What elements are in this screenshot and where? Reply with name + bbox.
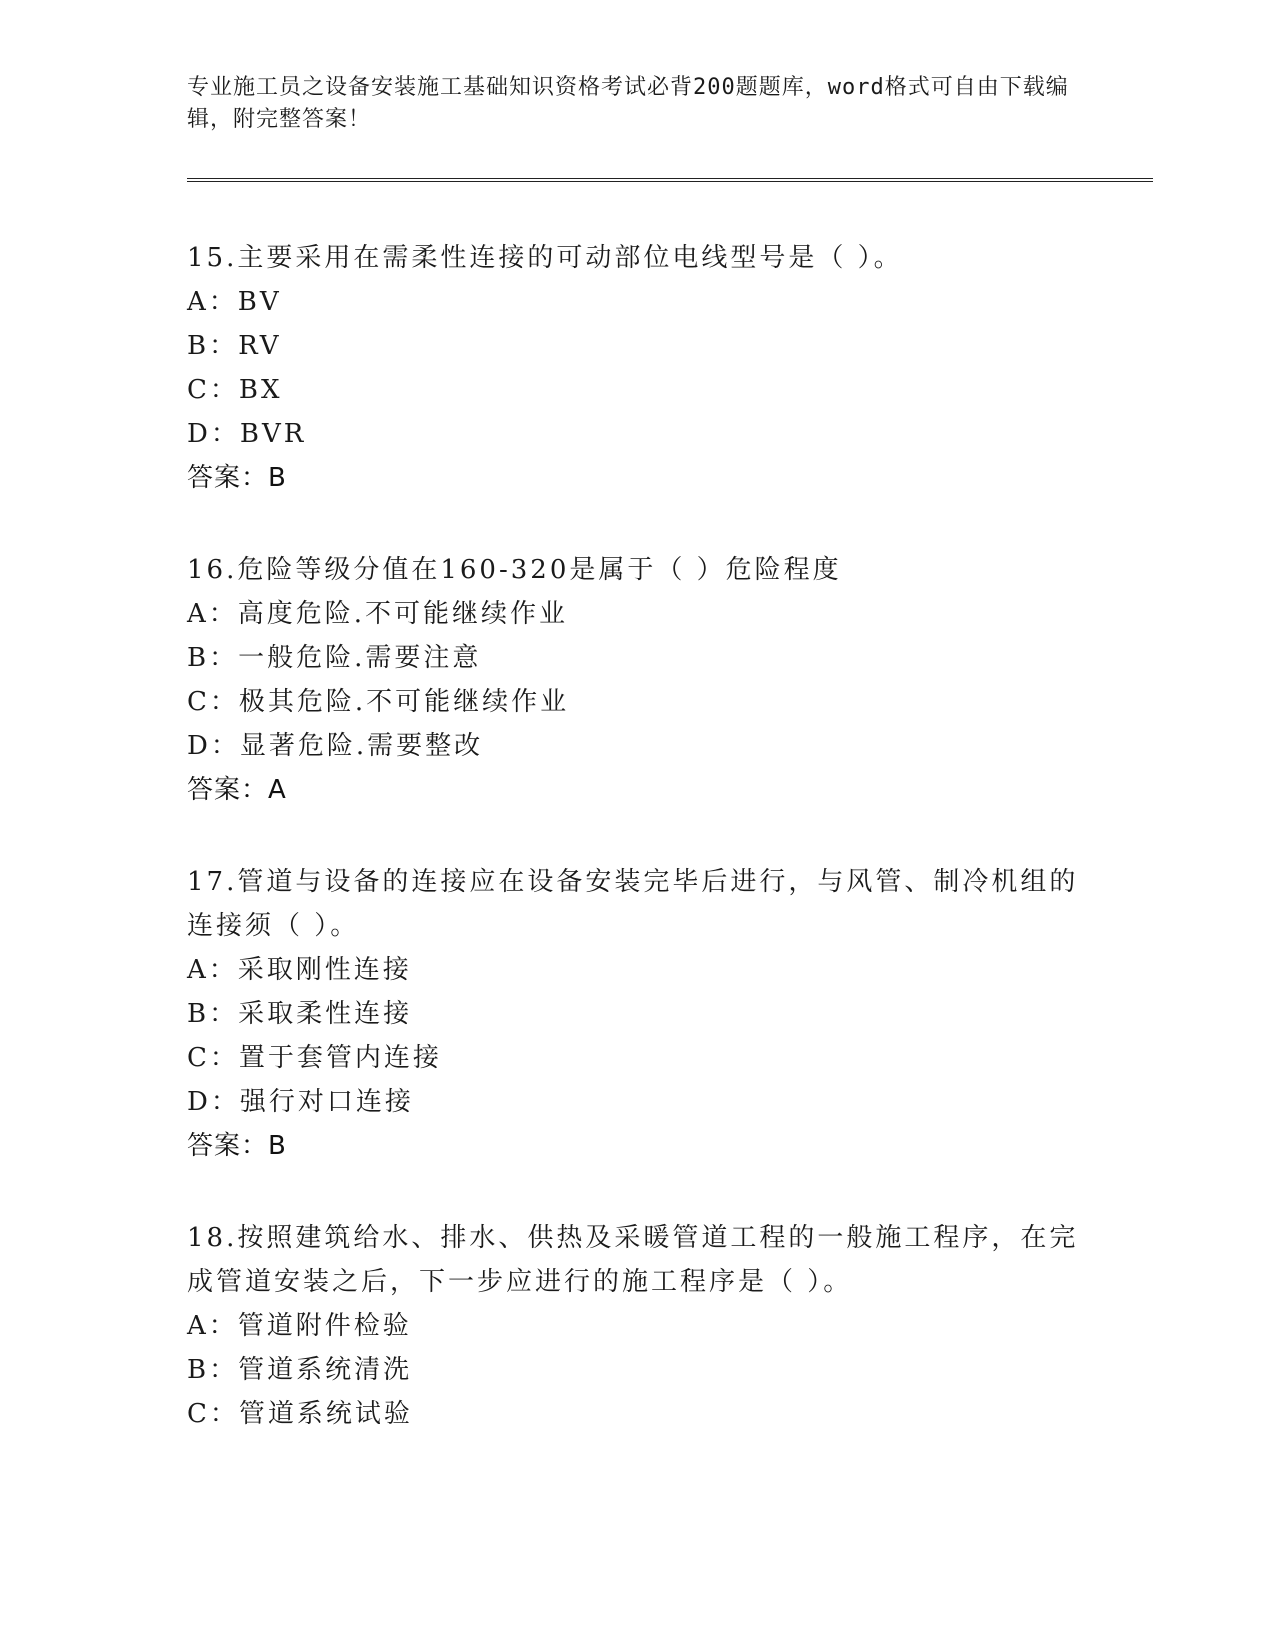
answer-text: 答案：A bbox=[187, 775, 287, 805]
option-b: B：一般危险.需要注意 bbox=[187, 643, 482, 673]
question-16 bbox=[187, 548, 1087, 812]
option-c: C：极其危险.不可能继续作业 bbox=[187, 687, 570, 717]
answer-text: 答案：B bbox=[187, 463, 287, 493]
option-d: D：强行对口连接 bbox=[187, 1087, 414, 1117]
question-text: 16.危险等级分值在160-320是属于（ ）危险程度 bbox=[187, 555, 842, 585]
option-a: A：管道附件检验 bbox=[187, 1311, 412, 1341]
option-c: C：管道系统试验 bbox=[187, 1399, 413, 1429]
header-divider bbox=[187, 178, 1153, 182]
question-text: 17.管道与设备的连接应在设备安装完毕后进行，与风管、制冷机组的连接须（ ）。 bbox=[187, 867, 1079, 941]
question-list bbox=[187, 236, 1087, 1484]
option-d: D：BVR bbox=[187, 419, 307, 449]
option-b: B：采取柔性连接 bbox=[187, 999, 413, 1029]
option-a: A：BV bbox=[187, 287, 282, 317]
question-text: 18.按照建筑给水、排水、供热及采暖管道工程的一般施工程序，在完成管道安装之后，下一步应进行的施工程序是（ ）。 bbox=[187, 1223, 1079, 1297]
option-a: A：采取刚性连接 bbox=[187, 955, 412, 985]
option-d: D：显著危险.需要整改 bbox=[187, 731, 484, 761]
option-b: B：管道系统清洗 bbox=[187, 1355, 413, 1385]
option-c: C：BX bbox=[187, 375, 283, 405]
question-text: 15.主要采用在需柔性连接的可动部位电线型号是（ ）。 bbox=[187, 243, 903, 273]
question-17 bbox=[187, 860, 1087, 1168]
question-15 bbox=[187, 236, 1087, 500]
option-b: B：RV bbox=[187, 331, 282, 361]
answer-text: 答案：B bbox=[187, 1131, 287, 1161]
option-c: C：置于套管内连接 bbox=[187, 1043, 442, 1073]
option-a: A：高度危险.不可能继续作业 bbox=[187, 599, 569, 629]
document-header: 专业施工员之设备安装施工基础知识资格考试必背200题题库，word格式可自由下载编辑，附完整答案！ bbox=[187, 75, 1069, 132]
question-18 bbox=[187, 1216, 1087, 1436]
